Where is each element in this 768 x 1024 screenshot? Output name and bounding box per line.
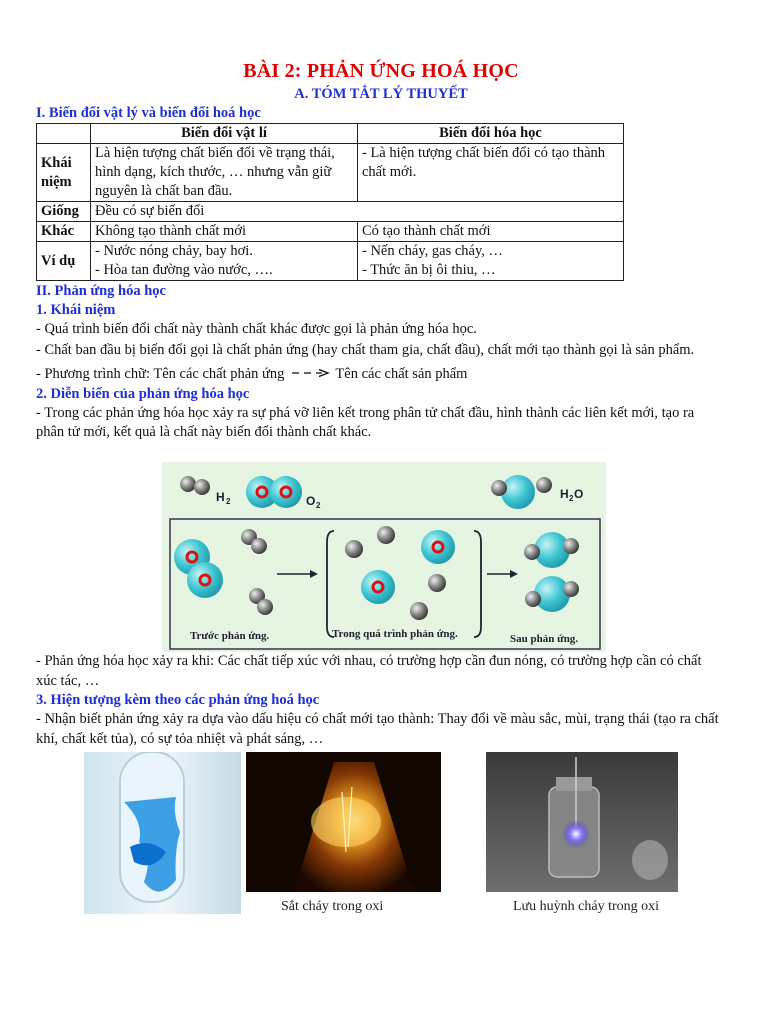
dashed-arrow-icon [288, 365, 332, 385]
cell-physical: Là hiện tượng chất biến đổi về trạng thái, hình dạng, kích thước, … nhưng vẫn giữ nguyên là chất ban đầu. [91, 144, 358, 202]
example-line: - Nến cháy, gas cháy, … [362, 243, 504, 259]
equation-right: Tên các chất sản phẩm [335, 366, 468, 383]
col-header-chemical: Biến đổi hóa học [358, 124, 624, 144]
table-row [37, 144, 624, 202]
o2-subscript: 2 [316, 501, 321, 510]
h2-label: H [216, 490, 225, 504]
page-title: BÀI 2: PHẢN ỨNG HOÁ HỌC [243, 60, 519, 82]
equation-left: - Phương trình chữ: Tên các chất phản ứng [36, 366, 285, 383]
comparison-table [36, 123, 624, 281]
cell-chemical [358, 242, 624, 281]
row-head-text: Khái [41, 154, 72, 171]
paragraph-process: - Trong các phản ứng hóa học xảy ra sự phá vỡ liên kết trong phân tử chất đầu, hình thành các liên kết mới, tạo ra phân tử mới, kết quả là chất này biến đổi thành chất khác. [36, 404, 695, 441]
cell-physical [91, 242, 358, 281]
page-subtitle: A. TÓM TẮT LÝ THUYẾT [294, 86, 468, 102]
o2-label: O [306, 494, 316, 508]
lower-text [36, 652, 726, 749]
paragraph-concept: - Quá trình biến đổi chất này thành chất khác được gọi là phản ứng hóa học. [36, 321, 477, 337]
table-corner-cell [37, 124, 91, 144]
subsection2-heading: 2. Diễn biến của phản ứng hóa học [36, 385, 250, 402]
subsection3-heading: 3. Hiện tượng kèm theo các phản ứng hoá học [36, 692, 320, 708]
row-head-same: Giống [37, 202, 91, 222]
label-after: Sau phản ứng. [510, 633, 579, 645]
sulfur-burning-photo [486, 752, 678, 892]
example-line: - Thức ăn bị ôi thiu, … [362, 262, 496, 278]
cell-chemical: Có tạo thành chất mới [358, 222, 624, 242]
section2-heading: II. Phản ứng hóa học [36, 283, 166, 299]
cell-physical: Không tạo thành chất mới [91, 222, 358, 242]
h2o-label-h: H [560, 487, 569, 501]
table-row [37, 222, 624, 242]
h2o-label-sub: 2 [569, 494, 574, 503]
paragraph-word-equation [36, 365, 726, 385]
example-line: - Hòa tan đường vào nước, …. [95, 262, 273, 278]
experiment-photos [84, 752, 684, 917]
reaction-diagram [162, 462, 606, 652]
row-head-text: niệm [41, 173, 72, 190]
label-before: Trước phản ứng. [190, 630, 270, 642]
paragraph-conditions: - Phản ứng hóa học xảy ra khi: Các chất tiếp xúc với nhau, có trường hợp cần đun nóng, có trường hợp cần có chất xúc tác, … [36, 653, 702, 689]
table-row [37, 202, 624, 222]
row-head-different: Khác [37, 222, 91, 242]
subsection1-heading: 1. Khái niệm [36, 302, 116, 318]
paragraph-signs: - Nhận biết phản ứng xảy ra dựa vào dấu hiệu có chất mới tạo thành: Thay đổi về màu sắc, mùi, trạng thái (tạo ra chất khí, chất kết tủa), có sự tỏa nhiệt và phát sáng, … [36, 711, 719, 747]
cell-chemical: - Là hiện tượng chất biến đổi có tạo thành chất mới. [358, 144, 624, 202]
photo-label-iron: Sắt cháy trong oxi [281, 899, 384, 914]
example-line: - Nước nóng chảy, bay hơi. [95, 243, 253, 259]
h2-subscript: 2 [226, 497, 231, 506]
h2o-label-o: O [574, 487, 584, 501]
iron-burning-photo [246, 752, 441, 892]
section1-heading: I. Biến đổi vật lý và biến đổi hoá học [36, 105, 261, 121]
row-head-example: Ví dụ [37, 242, 91, 281]
table-row [37, 242, 624, 281]
paragraph-reactants: - Chất ban đầu bị biến đổi gọi là chất phản ứng (hay chất tham gia, chất đầu), chất mới tạo thành gọi là sản phẩm. [36, 341, 695, 358]
cell-merged: Đều có sự biến đổi [91, 202, 624, 222]
row-head-concept [37, 144, 91, 202]
test-tube-photo [84, 752, 241, 914]
document-page [36, 58, 726, 443]
col-header-physical: Biến đổi vật lí [91, 124, 358, 144]
label-during: Trong quá trình phản ứng. [332, 628, 458, 640]
table-header-row [37, 124, 624, 144]
photo-label-sulfur: Lưu huỳnh cháy trong oxi [513, 899, 660, 914]
